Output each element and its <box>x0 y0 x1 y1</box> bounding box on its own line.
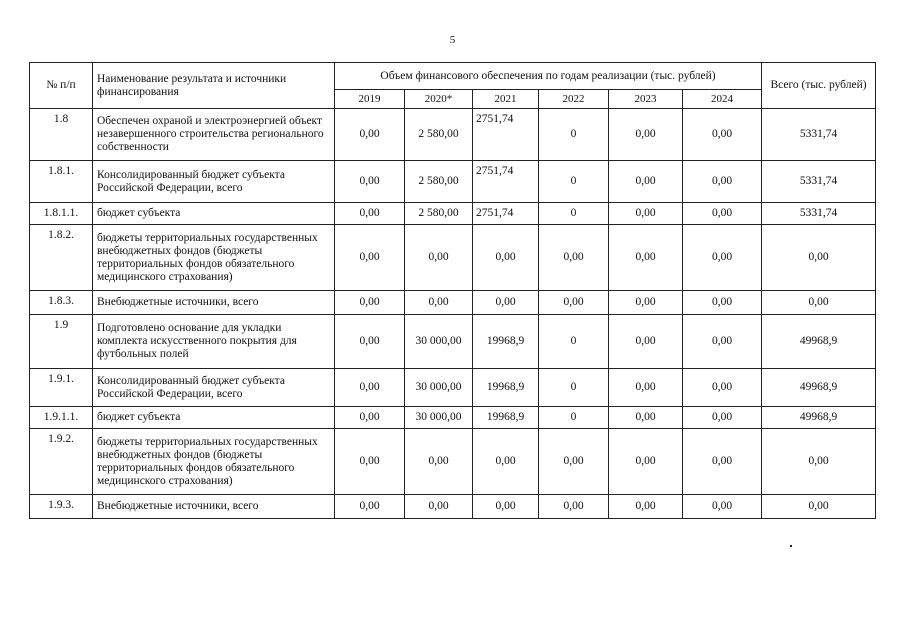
table-row <box>30 407 876 429</box>
cell-total: 0,00 <box>762 291 876 315</box>
table-row <box>30 203 876 225</box>
row-name: Консолидированный бюджет субъекта Российской Федерации, всего <box>93 369 335 407</box>
cell-2023: 0,00 <box>609 315 683 369</box>
cell-total: 49968,9 <box>762 315 876 369</box>
cell-2022: 0 <box>539 161 609 203</box>
cell-2023: 0,00 <box>609 429 683 495</box>
cell-total: 5331,74 <box>762 161 876 203</box>
row-number: 1.9 <box>30 315 93 369</box>
cell-2021: 0,00 <box>473 429 539 495</box>
cell-2023: 0,00 <box>609 161 683 203</box>
cell-total: 0,00 <box>762 225 876 291</box>
cell-2024: 0,00 <box>683 203 762 225</box>
table-row <box>30 109 876 161</box>
cell-2020: 0,00 <box>405 291 473 315</box>
row-name: Подготовлено основание для укладки комплекта искусственного покрытия для футбольных полей <box>93 315 335 369</box>
cell-2024: 0,00 <box>683 109 762 161</box>
row-name: бюджеты территориальных государственных внебюджетных фондов (бюджеты территориальных фондов обязательного медицинского страхования) <box>93 225 335 291</box>
cell-2024: 0,00 <box>683 291 762 315</box>
cell-2019: 0,00 <box>335 495 405 519</box>
row-number: 1.9.1. <box>30 369 93 407</box>
cell-2022: 0 <box>539 369 609 407</box>
cell-2020: 0,00 <box>405 429 473 495</box>
cell-2023: 0,00 <box>609 369 683 407</box>
cell-2019: 0,00 <box>335 369 405 407</box>
cell-2020: 2 580,00 <box>405 109 473 161</box>
cell-2020: 30 000,00 <box>405 407 473 429</box>
row-number: 1.8.2. <box>30 225 93 291</box>
header-year: 2023 <box>609 90 683 109</box>
cell-total: 5331,74 <box>762 109 876 161</box>
row-name: Консолидированный бюджет субъекта Российской Федерации, всего <box>93 161 335 203</box>
cell-2021: 2751,74 <box>473 109 539 161</box>
cell-total: 5331,74 <box>762 203 876 225</box>
cell-2023: 0,00 <box>609 203 683 225</box>
cell-2021: 19968,9 <box>473 315 539 369</box>
cell-2022: 0,00 <box>539 429 609 495</box>
row-number: 1.9.1.1. <box>30 407 93 429</box>
row-number: 1.8.1.1. <box>30 203 93 225</box>
cell-2021: 0,00 <box>473 291 539 315</box>
cell-2021: 0,00 <box>473 495 539 519</box>
row-name: Внебюджетные источники, всего <box>93 291 335 315</box>
cell-2022: 0 <box>539 315 609 369</box>
cell-total: 0,00 <box>762 495 876 519</box>
cell-2022: 0,00 <box>539 495 609 519</box>
cell-2024: 0,00 <box>683 315 762 369</box>
header-total: Всего (тыс. рублей) <box>762 63 876 109</box>
row-name: бюджеты территориальных государственных внебюджетных фондов (бюджеты территориальных фондов обязательного медицинского страхования) <box>93 429 335 495</box>
row-number: 1.8.3. <box>30 291 93 315</box>
table-row <box>30 495 876 519</box>
header-year: 2019 <box>335 90 405 109</box>
table-row <box>30 369 876 407</box>
row-number: 1.8.1. <box>30 161 93 203</box>
cell-total: 0,00 <box>762 429 876 495</box>
cell-2024: 0,00 <box>683 369 762 407</box>
cell-2024: 0,00 <box>683 495 762 519</box>
cell-2019: 0,00 <box>335 161 405 203</box>
cell-2019: 0,00 <box>335 203 405 225</box>
cell-2023: 0,00 <box>609 109 683 161</box>
financing-table <box>29 62 876 519</box>
row-number: 1.9.3. <box>30 495 93 519</box>
row-number: 1.8 <box>30 109 93 161</box>
row-number: 1.9.2. <box>30 429 93 495</box>
cell-total: 49968,9 <box>762 369 876 407</box>
stray-dot <box>790 545 792 547</box>
cell-2020: 2 580,00 <box>405 203 473 225</box>
cell-2021: 2751,74 <box>473 203 539 225</box>
header-year: 2022 <box>539 90 609 109</box>
cell-2022: 0 <box>539 407 609 429</box>
table-row <box>30 161 876 203</box>
cell-total: 49968,9 <box>762 407 876 429</box>
cell-2024: 0,00 <box>683 407 762 429</box>
cell-2020: 30 000,00 <box>405 369 473 407</box>
cell-2020: 0,00 <box>405 225 473 291</box>
cell-2023: 0,00 <box>609 495 683 519</box>
cell-2019: 0,00 <box>335 407 405 429</box>
cell-2022: 0 <box>539 203 609 225</box>
cell-2024: 0,00 <box>683 161 762 203</box>
table-row <box>30 225 876 291</box>
header-name: Наименование результата и источники финансирования <box>93 63 335 109</box>
cell-2022: 0,00 <box>539 291 609 315</box>
cell-2021: 19968,9 <box>473 407 539 429</box>
table-row <box>30 315 876 369</box>
table-row <box>30 291 876 315</box>
cell-2019: 0,00 <box>335 315 405 369</box>
header-volume: Объем финансового обеспечения по годам реализации (тыс. рублей) <box>335 63 762 90</box>
cell-2023: 0,00 <box>609 225 683 291</box>
row-name: Внебюджетные источники, всего <box>93 495 335 519</box>
cell-2021: 0,00 <box>473 225 539 291</box>
header-year: 2024 <box>683 90 762 109</box>
cell-2021: 2751,74 <box>473 161 539 203</box>
header-year: 2021 <box>473 90 539 109</box>
cell-2023: 0,00 <box>609 291 683 315</box>
cell-2019: 0,00 <box>335 291 405 315</box>
row-name: бюджет субъекта <box>93 203 335 225</box>
row-name: Обеспечен охраной и электроэнергией объект незавершенного строительства регионального собственности <box>93 109 335 161</box>
table-row <box>30 429 876 495</box>
cell-2019: 0,00 <box>335 429 405 495</box>
header-num: № п/п <box>30 63 93 109</box>
cell-2024: 0,00 <box>683 225 762 291</box>
cell-2019: 0,00 <box>335 225 405 291</box>
cell-2024: 0,00 <box>683 429 762 495</box>
cell-2020: 2 580,00 <box>405 161 473 203</box>
cell-2019: 0,00 <box>335 109 405 161</box>
row-name: бюджет субъекта <box>93 407 335 429</box>
cell-2020: 0,00 <box>405 495 473 519</box>
cell-2023: 0,00 <box>609 407 683 429</box>
cell-2020: 30 000,00 <box>405 315 473 369</box>
cell-2022: 0,00 <box>539 225 609 291</box>
cell-2022: 0 <box>539 109 609 161</box>
header-year: 2020* <box>405 90 473 109</box>
cell-2021: 19968,9 <box>473 369 539 407</box>
page-number: 5 <box>449 34 456 46</box>
